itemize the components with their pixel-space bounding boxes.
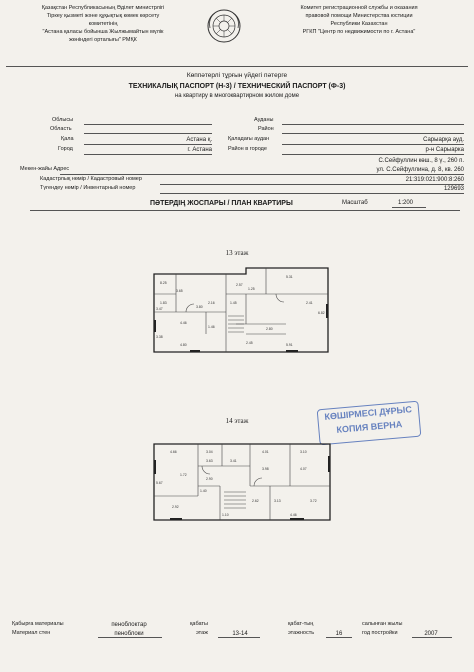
year-label-kz: салынған жылы bbox=[362, 621, 403, 627]
title-main: ТЕХНИКАЛЫҚ ПАСПОРТ (Н-3) / ТЕХНИЧЕСКИЙ ПАСПОРТ (Ф-3) bbox=[128, 83, 346, 90]
dim-14-8: 3.41 bbox=[230, 459, 237, 463]
dim-14-9: 2.90 bbox=[206, 477, 213, 481]
raion-label: Район bbox=[258, 126, 274, 132]
dim-13-4: 3.80 bbox=[196, 305, 203, 309]
kala-label: Қала bbox=[61, 136, 74, 142]
oblast-line bbox=[84, 133, 212, 134]
cadastral-label: Кадастрлық нөмір / Кадастровый номер bbox=[40, 176, 142, 182]
title-ru: на квартиру в многоквартирном жилом доме bbox=[174, 93, 300, 99]
header-right-line-2: правовой помощи Министерства юстиции bbox=[305, 13, 413, 19]
header-right-line-1: Комитет регистрационной службы и оказания bbox=[300, 5, 418, 11]
year-value: 2007 bbox=[424, 631, 438, 637]
stamp-line-1: КӨШІРМЕСІ ДҰРЫС bbox=[324, 404, 413, 422]
header-right-line-3: Республики Казахстан bbox=[330, 21, 388, 27]
address-line bbox=[60, 174, 464, 175]
material-value-ru: пеноблоки bbox=[114, 631, 144, 637]
year-label-ru: год постройки bbox=[362, 630, 398, 636]
floor13-label: 13 этаж bbox=[225, 249, 249, 257]
stamp-line-2: КОПИЯ ВЕРНА bbox=[336, 419, 403, 435]
dim-13-14: 2.57 bbox=[236, 283, 243, 287]
dim-13-1: 8.25 bbox=[160, 281, 167, 285]
kala-line bbox=[84, 144, 212, 145]
cadastral-value: 21:319:021:900:8:260 bbox=[405, 177, 464, 183]
dim-13-18: 1.45 bbox=[230, 301, 237, 305]
dim-14-0: 4.66 bbox=[170, 450, 177, 454]
floors-label-kz: қабат-тың bbox=[288, 621, 314, 627]
dim-14-4: 3.98 bbox=[262, 467, 269, 471]
oblys-label: Облысы bbox=[52, 117, 74, 123]
dim-14-13: 4.46 bbox=[290, 513, 297, 517]
plan-heading: ПӘТЕРДІҢ ЖОСПАРЫ / ПЛАН КВАРТИРЫ bbox=[150, 200, 293, 207]
floor-value: 13-14 bbox=[232, 631, 248, 637]
year-line bbox=[412, 637, 452, 638]
material-value-kz: пеноблоктар bbox=[111, 622, 147, 628]
floors-label-ru: этажность bbox=[288, 630, 315, 636]
raion-line bbox=[282, 133, 464, 134]
dim-14-15: 3.72 bbox=[310, 499, 317, 503]
dim-13-3: 1.25 bbox=[248, 287, 255, 291]
inventory-line bbox=[160, 193, 464, 194]
floors-value: 16 bbox=[335, 631, 343, 637]
dim-13-12: 1.46 bbox=[208, 325, 215, 329]
dim-13-2: 3.65 bbox=[176, 289, 183, 293]
dim-14-17: 1.72 bbox=[180, 473, 187, 477]
header-divider bbox=[6, 66, 468, 67]
floor14-label: 14 этаж bbox=[225, 417, 249, 425]
dim-14-5: 4.07 bbox=[300, 467, 307, 471]
dim-13-8: 3.38 bbox=[156, 335, 163, 339]
address-kz-value: С.Сейфуллин көш., 8 ү., 260 п. bbox=[378, 158, 464, 164]
kaladagy-line bbox=[282, 144, 464, 145]
scale-line bbox=[392, 207, 426, 208]
dim-14-12: 3.13 bbox=[274, 499, 281, 503]
material-label-ru: Материал стен bbox=[12, 630, 51, 636]
plan-heading-divider bbox=[30, 210, 460, 211]
dim-13-13: 2.80 bbox=[266, 327, 273, 331]
dim-13-16: 2.16 bbox=[208, 301, 215, 305]
dim-13-11: 6.82 bbox=[318, 311, 325, 315]
coat-of-arms-emblem bbox=[206, 8, 242, 44]
header-left-line-5: жөніндегі орталығы" РМҚК bbox=[69, 37, 137, 43]
address-ru-value: ул. С.Сейфуллина, д. 8, кв. 260 bbox=[376, 167, 464, 173]
dim-13-6: 4.80 bbox=[180, 343, 187, 347]
dim-13-17: 1.83 bbox=[160, 301, 167, 305]
floor13-plan bbox=[146, 264, 346, 360]
dim-14-14: 2.62 bbox=[252, 499, 259, 503]
dim-13-7: 3.47 bbox=[156, 307, 163, 311]
oblast-label: Область bbox=[50, 126, 72, 132]
floor-label-ru: этаж bbox=[196, 630, 208, 636]
dim-14-16: 1.10 bbox=[222, 513, 229, 517]
cadastral-line bbox=[160, 184, 464, 185]
raion-v-gorode-line bbox=[282, 154, 464, 155]
header-left-line-2: Тіркеу қызметі және құқықтық көмек көрсету bbox=[46, 13, 160, 19]
floors-line bbox=[326, 637, 352, 638]
floor14-plan bbox=[150, 436, 336, 526]
dim-14-6: 5.67 bbox=[156, 481, 163, 485]
dim-14-3: 3.10 bbox=[300, 450, 307, 454]
meken-label: Мекен-жайы Адрес bbox=[20, 166, 70, 172]
dim-13-15: 2.41 bbox=[306, 301, 313, 305]
dim-14-2: 4.01 bbox=[262, 450, 269, 454]
raion-v-gorode-label: Район в городе bbox=[228, 146, 267, 152]
dim-13-9: 2.45 bbox=[246, 341, 253, 345]
floor-label-kz: қабаты bbox=[190, 621, 208, 627]
floor-line bbox=[218, 637, 260, 638]
gorod-label: Город bbox=[58, 146, 73, 152]
header-left-line-3: комитетінің bbox=[88, 21, 118, 27]
audany-line bbox=[282, 124, 464, 125]
title-kz: Көппәтерлі тұрғын үйдегі пәтерге bbox=[186, 72, 288, 79]
gorod-line bbox=[84, 154, 212, 155]
kaladagy-label: Қаладағы аудан bbox=[228, 136, 270, 142]
raion-v-gorode-value: р-н Сарыарка bbox=[425, 147, 464, 153]
scale-label: Масштаб bbox=[342, 200, 368, 206]
kala-value: Астана қ. bbox=[186, 137, 212, 143]
inventory-value: 129693 bbox=[443, 186, 464, 192]
dim-13-5: 4.46 bbox=[180, 321, 187, 325]
audany-label: Ауданы bbox=[254, 117, 274, 123]
header-right-line-4: РГКП "Центр по недвижимости по г. Астана" bbox=[302, 29, 416, 35]
header-left-line-1: Қазақстан Республикасының Әділет министрлігі bbox=[41, 5, 165, 11]
kaladagy-value: Сарыарқа ауд. bbox=[423, 137, 464, 143]
dim-14-1: 3.04 bbox=[206, 450, 213, 454]
dim-14-10: 1.40 bbox=[200, 489, 207, 493]
dim-13-10: 5.91 bbox=[286, 343, 293, 347]
dim-14-11: 2.92 bbox=[172, 505, 179, 509]
material-line bbox=[98, 637, 162, 638]
scale-value: 1:200 bbox=[398, 200, 414, 206]
dim-14-7: 3.63 bbox=[206, 459, 213, 463]
oblys-line bbox=[84, 124, 212, 125]
material-label-kz: Қабырға материалы bbox=[12, 621, 64, 627]
dim-13-0: 5.31 bbox=[286, 275, 293, 279]
gorod-value: г. Астана bbox=[187, 147, 212, 153]
inventory-label: Түгендеу нөмір / Инвентарный номер bbox=[40, 185, 136, 191]
header-left-line-4: "Астана қаласы бойынша Жылжымайтын мүлік bbox=[42, 29, 164, 35]
